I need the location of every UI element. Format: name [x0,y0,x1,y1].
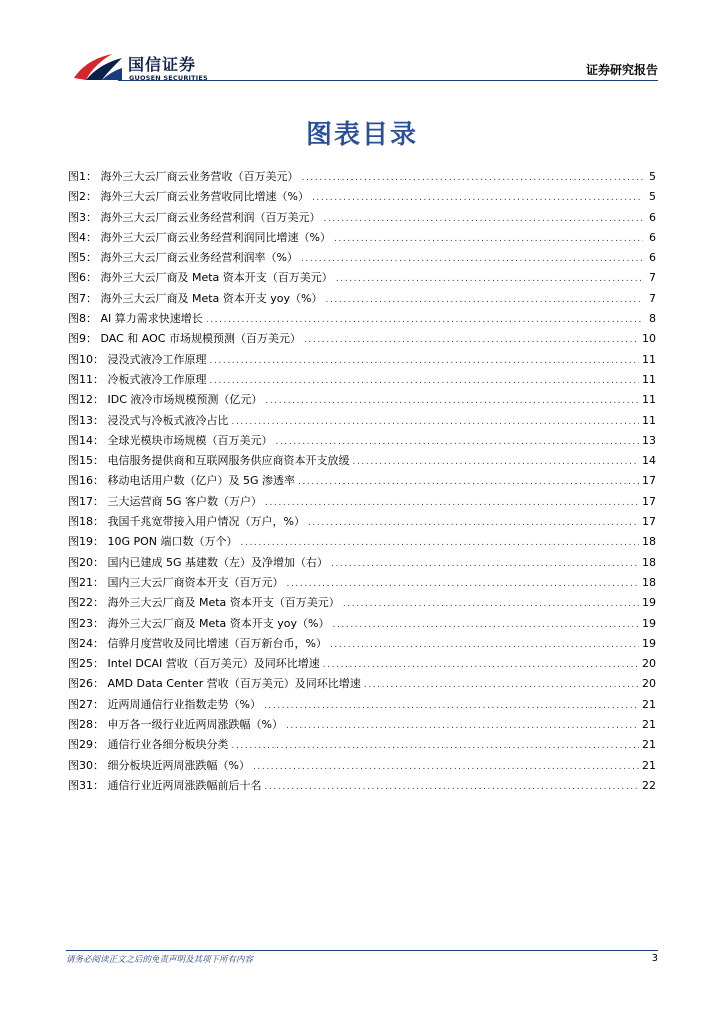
toc-entry-page: 11 [642,393,656,407]
toc-entry-label: 图17： 三大运营商 5G 客户数（万户） [68,494,263,508]
toc-entry[interactable] [68,229,656,249]
toc-entry-page: 21 [642,758,656,772]
toc-entry-page: 19 [642,596,656,610]
toc-entry[interactable] [68,310,656,330]
toc-entry-page: 18 [642,555,656,569]
toc-entry-page: 14 [642,454,656,468]
toc-entry-label: 图12： IDC 液冷市场规模预测（亿元） [68,393,263,407]
toc-entry-label: 图13： 浸没式与冷板式液冷占比 [68,413,229,427]
toc-entry-page: 17 [642,494,656,508]
toc-entry-page: 5 [649,170,656,183]
toc-entry-label: 图27： 近两周通信行业指数走势（%） [68,697,261,711]
toc-entry-page: 13 [642,433,656,447]
toc-leader-dots [253,762,639,772]
toc-entry-page: 11 [642,413,656,427]
toc-entry[interactable] [68,391,656,411]
toc-entry-label: 图20： 国内已建成 5G 基建数（左）及净增加（右） [68,555,329,569]
toc-entry[interactable] [68,330,656,350]
page-title: 图表目录 [305,120,418,150]
toc-entry-label: 图18： 我国千兆宽带接入用户情况（万户，%） [68,515,305,529]
toc-entry[interactable] [68,249,656,269]
brand-name-cn: 国信证券 [128,55,197,74]
toc-leader-dots [210,376,640,386]
toc-entry[interactable] [68,412,656,432]
toc-leader-dots [336,274,643,284]
toc-leader-dots [343,599,639,609]
toc-entry-page: 7 [649,271,656,285]
toc-entry[interactable] [68,655,656,675]
toc-entry-label: 图2： 海外三大云厂商云业务营收同比增速（%） [68,190,309,204]
toc-entry-label: 图11： 冷板式液冷工作原理 [68,372,207,386]
page-number: 3 [651,953,658,964]
toc-entry[interactable] [68,351,656,371]
toc-leader-dots [323,660,639,670]
toc-entry[interactable] [68,635,656,655]
toc-leader-dots [264,701,639,711]
toc-entry-label: 图30： 细分板块近两周涨跌幅（%） [68,758,250,772]
toc-leader-dots [241,538,639,548]
toc-entry-page: 11 [642,352,656,366]
toc-leader-dots [286,721,639,731]
toc-entry-page: 5 [649,190,656,204]
toc-leader-dots [334,234,643,244]
toc-entry[interactable] [68,290,656,310]
toc-leader-dots [326,295,644,305]
toc-entry-label: 图14： 全球光模块市场规模（百万美元） [68,433,273,447]
toc-entry[interactable] [68,777,656,797]
toc-entry-label: 图22： 海外三大云厂商及 Meta 资本开支（百万美元） [68,596,340,610]
toc-entry[interactable] [68,533,656,553]
toc-entry-page: 21 [642,697,656,711]
header-divider [118,80,658,81]
toc-entry-label: 图24： 信骅月度营收及同比增速（百万新台币，%） [68,636,327,650]
toc-entry-label: 图3： 海外三大云厂商云业务经营利润（百万美元） [68,210,321,224]
toc-leader-dots [232,741,640,751]
toc-entry-label: 图1： 海外三大云厂商云业务营收（百万美元） [68,170,299,183]
toc-entry[interactable] [68,696,656,716]
toc-entry-page: 17 [642,474,656,488]
toc-entry[interactable] [68,472,656,492]
toc-entry[interactable] [68,493,656,513]
toc-entry-page: 20 [642,657,656,671]
toc-leader-dots [312,193,643,203]
toc-entry-label: 图25： Intel DCAI 营收（百万美元）及同环比增速 [68,657,320,671]
toc-entry[interactable] [68,716,656,736]
toc-entry[interactable] [68,432,656,452]
toc-entry-label: 图19： 10G PON 端口数（万个） [68,535,238,549]
toc-leader-dots [265,782,640,792]
toc-leader-dots [304,335,639,345]
toc-entry-page: 6 [649,251,656,265]
toc-leader-dots [276,437,640,447]
toc-entry-page: 18 [642,575,656,589]
report-type-label: 证券研究报告 [585,63,658,77]
guosen-logo-icon [72,52,124,82]
toc-leader-dots [308,518,639,528]
toc-entry-label: 图5： 海外三大云厂商云业务经营利润率（%） [68,251,298,265]
toc-entry-page: 20 [642,677,656,691]
toc-entry-label: 图8： AI 算力需求快速增长 [68,312,203,326]
table-of-figures [68,168,656,797]
brand-name-en: GUOSEN SECURITIES [129,74,208,82]
toc-leader-dots [330,640,639,650]
toc-entry-label: 图7： 海外三大云厂商及 Meta 资本开支 yoy（%） [68,291,323,305]
toc-leader-dots [265,498,639,508]
toc-entry[interactable] [68,554,656,574]
toc-leader-dots [353,457,640,467]
toc-entry[interactable] [68,269,656,289]
toc-entry-label: 图9： DAC 和 AOC 市场规模预测（百万美元） [68,332,301,346]
toc-entry[interactable] [68,209,656,229]
toc-entry[interactable] [68,757,656,777]
toc-leader-dots [331,559,639,569]
toc-entry-label: 图28： 申万各一级行业近两周涨跌幅（%） [68,718,283,732]
toc-entry-page: 21 [642,738,656,752]
toc-entry[interactable] [68,188,656,208]
toc-entry-page: 8 [649,312,656,326]
toc-entry-page: 18 [642,535,656,549]
toc-entry-label: 图16： 移动电话用户数（亿户）及 5G 渗透率 [68,474,296,488]
page-header [0,0,724,90]
toc-entry-page: 21 [642,718,656,732]
toc-entry-page: 22 [642,778,656,792]
toc-entry[interactable] [68,168,656,188]
toc-leader-dots [232,417,640,427]
toc-entry[interactable] [68,615,656,635]
toc-leader-dots [301,254,643,264]
toc-leader-dots [287,579,640,589]
toc-leader-dots [333,620,640,630]
toc-entry-page: 11 [642,372,656,386]
toc-leader-dots [265,396,639,406]
toc-entry[interactable] [68,675,656,695]
toc-entry-page: 7 [649,291,656,305]
toc-leader-dots [210,356,640,366]
toc-entry-page: 19 [642,616,656,630]
toc-entry[interactable] [68,371,656,391]
toc-entry-page: 6 [649,210,656,224]
toc-entry-label: 图6： 海外三大云厂商及 Meta 资本开支（百万美元） [68,271,333,285]
toc-entry[interactable] [68,736,656,756]
toc-entry-label: 图31： 通信行业近两周涨跌幅前后十名 [68,778,262,792]
toc-entry-label: 图21： 国内三大云厂商资本开支（百万元） [68,575,284,589]
toc-entry-label: 图15： 电信服务提供商和互联网服务供应商资本开支放缓 [68,454,350,468]
toc-leader-dots [324,214,644,224]
toc-leader-dots [364,680,639,690]
toc-leader-dots [298,477,639,487]
toc-entry-label: 图23： 海外三大云厂商及 Meta 资本开支 yoy（%） [68,616,330,630]
toc-entry-page: 19 [642,636,656,650]
toc-entry[interactable] [68,513,656,533]
toc-entry-page: 10 [642,332,656,346]
toc-entry-label: 图26： AMD Data Center 营收（百万美元）及同环比增速 [68,677,361,691]
toc-entry-label: 图4： 海外三大云厂商云业务经营利润同比增速（%） [68,230,331,244]
toc-entry[interactable] [68,594,656,614]
toc-leader-dots [302,173,644,183]
toc-entry-label: 图10： 浸没式液冷工作原理 [68,352,207,366]
toc-entry-label: 图29： 通信行业各细分板块分类 [68,738,229,752]
toc-entry[interactable] [68,574,656,594]
toc-leader-dots [206,315,643,325]
footer-divider [66,950,658,951]
toc-entry-page: 17 [642,515,656,529]
toc-entry-page: 6 [649,230,656,244]
toc-entry[interactable] [68,452,656,472]
footer-disclaimer: 请务必阅读正文之后的免责声明及其项下所有内容 [66,955,254,965]
